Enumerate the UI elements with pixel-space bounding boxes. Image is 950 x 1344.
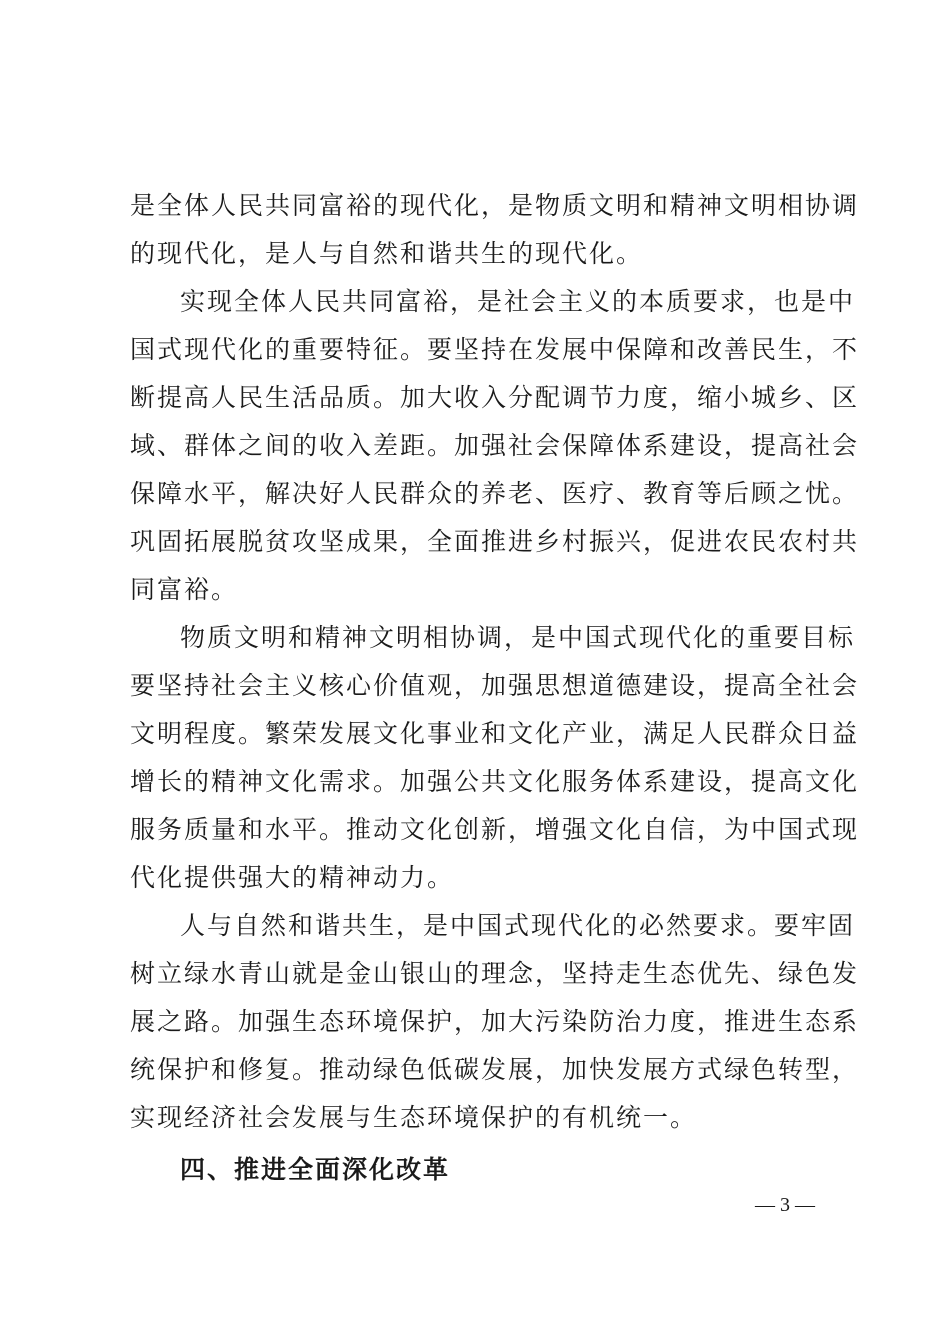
paragraph-line: 要坚持社会主义核心价值观，加强思想道德建设，提高全社会 (130, 671, 860, 700)
paragraph-line: 人与自然和谐共生，是中国式现代化的必然要求。要牢固 (180, 911, 856, 940)
paragraph-line: 是全体人民共同富裕的现代化，是物质文明和精神文明相协调 (130, 191, 860, 220)
paragraph-line: 域、群体之间的收入差距。加强社会保障体系建设，提高社会 (130, 431, 860, 460)
paragraph-line: 服务质量和水平。推动文化创新，增强文化自信，为中国式现 (130, 815, 860, 844)
paragraph-line: 实现经济社会发展与生态环境保护的有机统一。 (130, 1103, 698, 1132)
paragraph-line: 巩固拓展脱贫攻坚成果，全面推进乡村振兴，促进农民农村共 (130, 527, 860, 556)
paragraph-line: 统保护和修复。推动绿色低碳发展，加快发展方式绿色转型， (130, 1055, 860, 1084)
paragraph-line: 树立绿水青山就是金山银山的理念，坚持走生态优先、绿色发 (130, 959, 860, 988)
paragraph-line: 同富裕。 (130, 575, 239, 604)
paragraph-line: 的现代化，是人与自然和谐共生的现代化。 (130, 239, 644, 268)
paragraph-line: 代化提供强大的精神动力。 (130, 863, 455, 892)
page-number: — 3 — (755, 1194, 815, 1216)
paragraph-line: 增长的精神文化需求。加强公共文化服务体系建设，提高文化 (130, 767, 860, 796)
paragraph-line: 文明程度。繁荣发展文化事业和文化产业，满足人民群众日益 (130, 719, 860, 748)
paragraph-line: 实现全体人民共同富裕，是社会主义的本质要求，也是中 (180, 287, 856, 316)
paragraph-line: 国式现代化的重要特征。要坚持在发展中保障和改善民生，不 (130, 335, 860, 364)
paragraph-line: 保障水平，解决好人民群众的养老、医疗、教育等后顾之忧。 (130, 479, 860, 508)
document-body (130, 182, 860, 1194)
section-heading: 四、推进全面深化改革 (180, 1155, 451, 1184)
paragraph-line: 断提高人民生活品质。加大收入分配调节力度，缩小城乡、区 (130, 383, 860, 412)
paragraph-line: 物质文明和精神文明相协调，是中国式现代化的重要目标 (180, 623, 856, 652)
paragraph-line: 展之路。加强生态环境保护，加大污染防治力度，推进生态系 (130, 1007, 860, 1036)
